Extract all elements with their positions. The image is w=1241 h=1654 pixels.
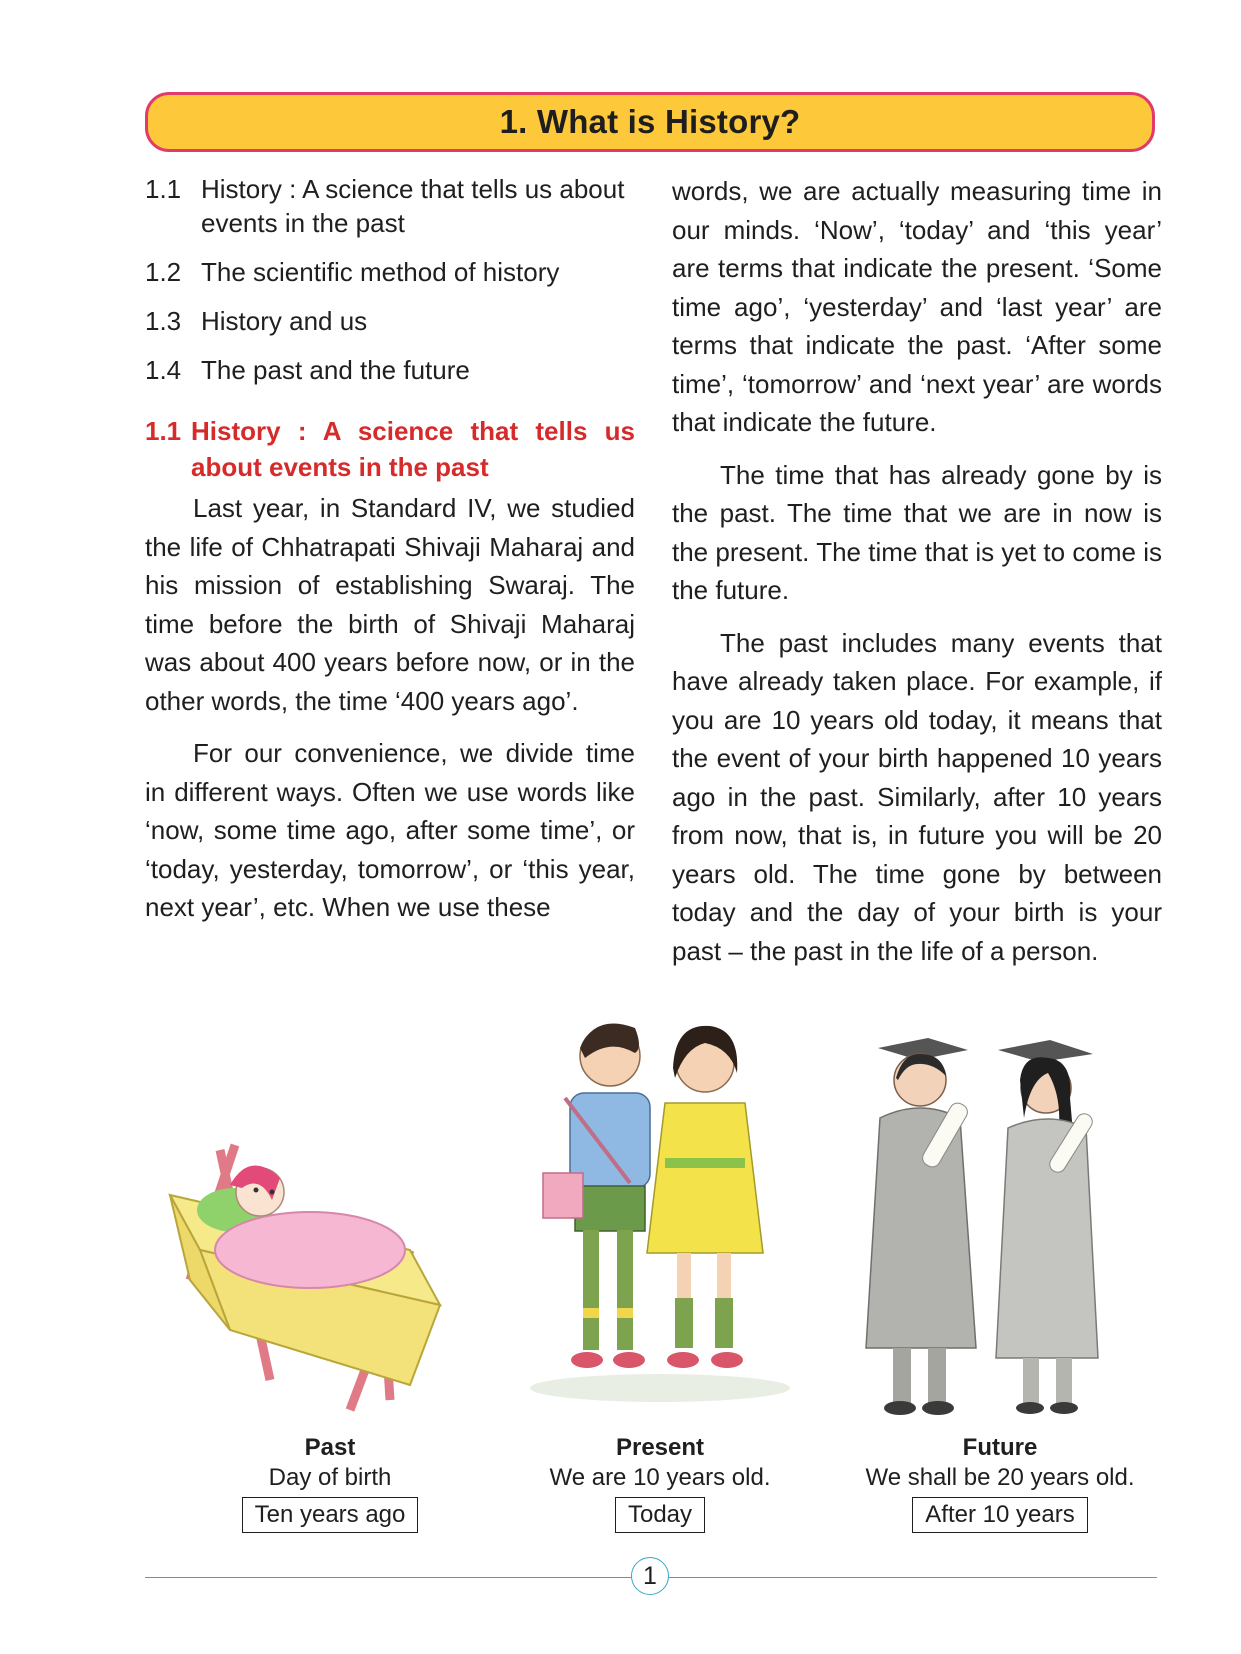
caption-past [200, 1433, 460, 1533]
caption-description: We shall be 20 years old. [865, 1464, 1135, 1491]
paragraph: The past includes many events that have already taken place. For example, if you are 10 years old today, it means that the event of your birth happened 10 years ago in the past. Similarly, after 10 years from now, that is, in future you will be 20 years old. The time gone by between today and the day of your birth is your past – the past in the life of a person. [672, 627, 1162, 966]
paragraph: The time that has already gone by is the past. The time that we are in now is the present. The time that is yet to come is the future. [672, 459, 1162, 605]
toc-item [145, 172, 635, 240]
caption-box: Ten years ago [242, 1497, 419, 1533]
section-heading [145, 413, 635, 485]
toc-item [145, 255, 635, 289]
caption-present [520, 1433, 800, 1533]
toc-item [145, 304, 635, 338]
caption-future [850, 1433, 1150, 1533]
caption-box: After 10 years [912, 1497, 1087, 1533]
caption-label: Past [304, 1434, 356, 1461]
page-number [631, 1557, 669, 1595]
left-column [145, 172, 635, 941]
toc-text: The past and the future [201, 355, 470, 385]
toc-item [145, 353, 635, 387]
page-number-text: 1 [643, 1561, 657, 1590]
toc-number: 1.1 [145, 174, 182, 204]
toc-number: 1.4 [145, 355, 182, 385]
section-number: 1.1 [145, 416, 182, 446]
chapter-title: 1. What is History? [499, 103, 801, 140]
paragraph: Last year, in Standard IV, we studied the life of Chhatrapati Shivaji Maharaj and his mission of establishing Swaraj. The time before the birth of Shivaji Maharaj was about 400 years before now, or in the other words, the time ‘400 years ago’. [145, 493, 635, 716]
right-column [672, 172, 1162, 984]
toc-number: 1.3 [145, 306, 182, 336]
children-illustration [525, 1008, 795, 1403]
paragraph: For our convenience, we divide time in different ways. Often we use words like ‘now, some time ago, after some time’, or ‘today, yesterday, tomorrow’, or ‘this year, next year’, etc. When we use these [145, 738, 635, 922]
caption-box: Today [615, 1497, 705, 1533]
toc-number: 1.2 [145, 257, 182, 287]
graduates-illustration [858, 1018, 1128, 1423]
caption-label: Future [962, 1434, 1038, 1461]
caption-description: Day of birth [268, 1464, 392, 1491]
toc-text: The scientific method of history [201, 257, 560, 287]
toc-text: History : A science that tells us about events in the past [201, 174, 625, 238]
chapter-title-banner [145, 92, 1155, 152]
paragraph: words, we are actually measuring time in our minds. ‘Now’, ‘today’ and ‘this year’ are terms that indicate the present. ‘Some time ago’, ‘yesterday’ and ‘last year’ are terms that indicate the past. ‘After some time’, ‘tomorrow’ and ‘next year’ are words that indicate the future. [672, 176, 1162, 437]
caption-label: Present [615, 1434, 705, 1461]
caption-description: We are 10 years old. [549, 1464, 771, 1491]
section-title: History : A science that tells us about events in the past [191, 416, 635, 482]
baby-cradle-illustration [160, 1140, 460, 1420]
toc-text: History and us [201, 306, 368, 336]
